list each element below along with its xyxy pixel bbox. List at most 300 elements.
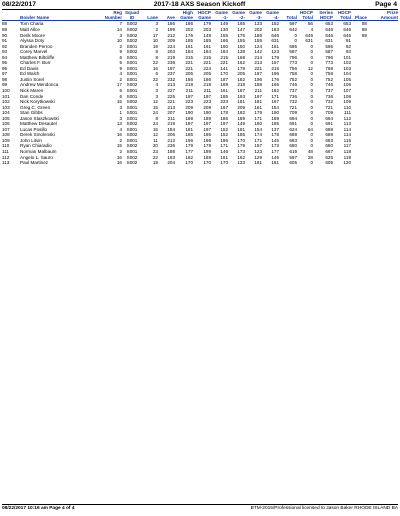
hdcp-grand-total-cell: 115 xyxy=(343,137,351,143)
series-hdcp-cell: 768 xyxy=(325,65,333,71)
hdcp-grand-total-cell: 119 xyxy=(343,154,351,160)
reg-number-cell: 9 xyxy=(119,49,122,55)
total-cell: 746 xyxy=(289,82,297,88)
squad-id-cell: S002 xyxy=(126,38,138,44)
average-cell: 227 xyxy=(167,87,175,93)
average-cell: 232 xyxy=(167,76,175,82)
game-3-cell: 197 xyxy=(254,93,262,99)
total-cell: 605 xyxy=(289,160,297,166)
total-cell: 619 xyxy=(289,148,297,154)
game-1-cell: 161 xyxy=(220,87,228,93)
column-header-hdcp-total-final: Total xyxy=(333,15,351,21)
game-2-cell: 189 xyxy=(237,115,245,121)
bowler-name-cell: Ed Davis xyxy=(20,65,39,71)
hdcp-total-cell: 0 xyxy=(310,121,313,127)
lane-cell: 24 xyxy=(152,121,158,127)
hdcp-total-cell: 28 xyxy=(307,154,313,160)
total-cell: 736 xyxy=(289,93,297,99)
game-1-cell: 155 xyxy=(220,32,228,38)
game-3-cell: 196 xyxy=(254,76,262,82)
game-1-cell: 130 xyxy=(220,26,228,32)
series-hdcp-cell: 667 xyxy=(325,148,333,154)
lane-cell: 12 xyxy=(152,132,158,138)
reg-number-cell: 5 xyxy=(119,60,122,66)
column-header-place: Place xyxy=(351,15,367,21)
row-number-cell: 90 xyxy=(2,32,8,38)
game-1-cell: 196 xyxy=(220,137,228,143)
column-header-ave: Ave xyxy=(158,15,175,21)
row-number-cell: 103 xyxy=(2,104,10,110)
series-hdcp-cell: 680 xyxy=(325,143,333,149)
average-cell: 213 xyxy=(167,137,175,143)
game-1-cell: 152 xyxy=(220,126,228,132)
lane-cell: 10 xyxy=(152,38,158,44)
lane-cell: 22 xyxy=(152,76,158,82)
total-cell: 756 xyxy=(289,65,297,71)
high-game-cell: 185 xyxy=(185,132,193,138)
game-4-cell: 196 xyxy=(271,71,279,77)
hdcp-game-cell: 179 xyxy=(203,21,211,27)
game-3-cell: 188 xyxy=(254,82,262,88)
series-hdcp-cell: 721 xyxy=(325,104,333,110)
hdcp-game-cell: 186 xyxy=(203,76,211,82)
hdcp-grand-total-cell: 108 xyxy=(343,93,351,99)
hdcp-game-cell: 189 xyxy=(203,115,211,121)
game-1-cell: 185 xyxy=(220,93,228,99)
column-header-prize-amount: Amount xyxy=(367,15,398,21)
column-header-top: Game xyxy=(266,10,279,15)
game-4-cell: 215 xyxy=(271,65,279,71)
hdcp-total-cell: 0 xyxy=(310,137,313,143)
hdcp-game-cell: 149 xyxy=(203,32,211,38)
game-3-cell: 124 xyxy=(254,43,262,49)
row-number-cell: 91 xyxy=(2,38,8,44)
bowler-name-cell: Lucas Posillo xyxy=(20,126,48,132)
game-4-cell: 189 xyxy=(271,115,279,121)
hdcp-game-cell: 185 xyxy=(203,38,211,44)
game-1-cell: 197 xyxy=(220,104,228,110)
squad-id-cell: S001 xyxy=(126,148,138,154)
hdcp-game-cell: 161 xyxy=(203,43,211,49)
game-3-cell: 214 xyxy=(254,54,262,60)
bowler-name-cell: Matthew Biltcliffe xyxy=(20,54,55,60)
column-header-hdcp-game: Game xyxy=(193,15,211,21)
game-4-cell: 176 xyxy=(271,76,279,82)
game-4-cell: 154 xyxy=(271,104,279,110)
game-3-cell: 213 xyxy=(254,60,262,66)
column-header-high-game: Game xyxy=(175,15,193,21)
series-hdcp-cell: 773 xyxy=(325,60,333,66)
row-number-cell: 112 xyxy=(2,154,10,160)
bowler-name-cell: Dan Conde xyxy=(20,93,44,99)
lane-cell: 16 xyxy=(152,65,158,71)
hdcp-game-cell: 184 xyxy=(203,49,211,55)
total-cell: 691 xyxy=(289,121,297,127)
series-hdcp-cell: 587 xyxy=(325,49,333,55)
hdcp-grand-total-cell: 120 xyxy=(343,160,351,166)
hdcp-total-cell: 0 xyxy=(310,93,313,99)
game-3-cell: 181 xyxy=(254,160,262,166)
game-2-cell: 182 xyxy=(237,110,245,116)
lane-cell: 22 xyxy=(152,154,158,160)
lane-cell: 3 xyxy=(155,87,158,93)
total-cell: 689 xyxy=(289,132,297,138)
hdcp-game-cell: 218 xyxy=(203,82,211,88)
game-2-cell: 155 xyxy=(237,38,245,44)
standings-table xyxy=(2,10,398,166)
game-4-cell: 123 xyxy=(271,49,279,55)
row-number-cell: 106 xyxy=(2,121,10,127)
squad-id-cell: S001 xyxy=(126,60,138,66)
average-cell: 224 xyxy=(167,43,175,49)
hdcp-game-cell: 190 xyxy=(203,110,211,116)
reg-number-cell: 16 xyxy=(116,132,122,138)
high-game-cell: 223 xyxy=(185,99,193,105)
lane-cell: 4 xyxy=(155,82,158,88)
hdcp-total-cell: 12 xyxy=(307,65,313,71)
squad-id-cell: S001 xyxy=(126,43,138,49)
hdcp-total-cell: 0 xyxy=(310,110,313,116)
hdcp-game-cell: 185 xyxy=(203,132,211,138)
hdcp-game-cell: 205 xyxy=(203,71,211,77)
game-4-cell: 152 xyxy=(271,21,279,27)
total-cell: 595 xyxy=(289,43,297,49)
game-1-cell: 223 xyxy=(220,99,228,105)
squad-id-cell: S001 xyxy=(126,137,138,143)
hdcp-total-cell: 64 xyxy=(307,126,313,132)
lane-cell: 2 xyxy=(155,26,158,32)
hdcp-grand-total-cell: 103 xyxy=(343,65,351,71)
game-4-cell: 167 xyxy=(271,99,279,105)
game-2-cell: 176 xyxy=(237,32,245,38)
hdcp-game-cell: 189 xyxy=(203,148,211,154)
page-number: Page 4 xyxy=(375,1,397,8)
bowler-name-cell: Ryan Chiaradio xyxy=(20,143,52,149)
hdcp-game-cell: 170 xyxy=(203,160,211,166)
game-2-cell: 182 xyxy=(237,76,245,82)
squad-id-cell: S001 xyxy=(126,104,138,110)
lane-cell: 23 xyxy=(152,148,158,154)
average-cell: 206 xyxy=(167,132,175,138)
lane-cell: 3 xyxy=(155,21,158,27)
column-header-game-2: -2- xyxy=(228,15,245,21)
game-2-cell: 138 xyxy=(237,49,245,55)
hdcp-game-cell: 197 xyxy=(203,93,211,99)
game-4-cell: 163 xyxy=(271,26,279,32)
hdcp-total-cell: 0 xyxy=(310,160,313,166)
row-number-cell: 97 xyxy=(2,71,8,77)
total-cell: 694 xyxy=(289,115,297,121)
row-number-cell: 93 xyxy=(2,49,8,55)
game-2-cell: 162 xyxy=(237,60,245,66)
hdcp-total-cell: 631 xyxy=(305,38,313,44)
total-cell: 587 xyxy=(289,49,297,55)
squad-id-cell: S001 xyxy=(126,71,138,77)
squad-id-cell: S002 xyxy=(126,32,138,38)
reg-number-cell: 2 xyxy=(119,76,122,82)
hdcp-total-cell: 0 xyxy=(310,76,313,82)
print-timestamp: 08/22/2017 10:16 am Page 4 of 4 xyxy=(2,506,75,511)
series-hdcp-cell: 752 xyxy=(325,76,333,82)
lane-cell: 8 xyxy=(155,54,158,60)
hdcp-total-cell: 0 xyxy=(310,71,313,77)
total-cell: 0 xyxy=(294,32,297,38)
total-cell: 758 xyxy=(289,71,297,77)
game-2-cell: 205 xyxy=(237,71,245,77)
reg-number-cell: 14 xyxy=(116,26,122,32)
hdcp-total-cell: 0 xyxy=(310,99,313,105)
average-cell: 236 xyxy=(167,60,175,66)
place-cell: 89 xyxy=(361,26,367,32)
lane-cell: 19 xyxy=(152,160,158,166)
series-hdcp-cell: 694 xyxy=(325,115,333,121)
game-3-cell: 129 xyxy=(254,154,262,160)
average-cell: 197 xyxy=(167,65,175,71)
total-cell: 624 xyxy=(289,126,297,132)
reg-number-cell: 16 xyxy=(116,160,122,166)
total-cell: 642 xyxy=(289,26,297,32)
game-4-cell: 182 xyxy=(271,87,279,93)
squad-id-cell: S002 xyxy=(126,26,138,32)
hdcp-grand-total-cell: 117 xyxy=(343,143,351,149)
game-2-cell: 181 xyxy=(237,126,245,132)
game-4-cell: 631 xyxy=(271,38,279,44)
total-cell: 683 xyxy=(289,137,297,143)
row-number-cell: 89 xyxy=(2,26,8,32)
game-3-cell: 179 xyxy=(254,110,262,116)
average-cell: 237 xyxy=(167,71,175,77)
average-cell: 236 xyxy=(167,143,175,149)
hdcp-grand-total-cell: 118 xyxy=(343,148,351,154)
hdcp-total-cell: 0 xyxy=(310,132,313,138)
bowler-name-cell: Justin Sorel xyxy=(20,76,45,82)
squad-id-cell: S002 xyxy=(126,160,138,166)
squad-id-cell: S002 xyxy=(126,49,138,55)
hdcp-grand-total-cell: 102 xyxy=(343,60,351,66)
bowler-name-cell: Jason Staszkowski xyxy=(20,115,59,121)
hdcp-grand-total-cell: 111 xyxy=(344,110,351,116)
bowler-name-cell: Alyssa Doty xyxy=(20,38,45,44)
report-title: 2017-18 AXS Season Kickoff xyxy=(153,1,246,8)
column-header-total: Total xyxy=(279,15,297,21)
hdcp-grand-total-cell: 113 xyxy=(343,121,351,127)
footer-rule xyxy=(2,504,398,505)
series-hdcp-cell: 625 xyxy=(325,154,333,160)
squad-id-cell: S002 xyxy=(126,143,138,149)
hdcp-game-cell: 179 xyxy=(203,143,211,149)
bowler-name-cell: Matt Allce xyxy=(20,26,40,32)
game-4-cell: 146 xyxy=(271,154,279,160)
column-header-game-3: -3- xyxy=(245,15,262,21)
game-2-cell: 149 xyxy=(237,121,245,127)
game-2-cell: 165 xyxy=(237,21,245,27)
reg-number-cell: 6 xyxy=(119,54,122,60)
column-header-top: Prize xyxy=(387,10,398,15)
hdcp-total-cell: 56 xyxy=(307,21,313,27)
squad-id-cell: S002 xyxy=(126,132,138,138)
game-4-cell: 145 xyxy=(271,137,279,143)
high-game-cell: 221 xyxy=(185,60,193,66)
squad-id-cell: S001 xyxy=(126,87,138,93)
hdcp-total-cell: 0 xyxy=(310,54,313,60)
hdcp-grand-total-cell: 114 xyxy=(343,132,351,138)
lane-cell: 20 xyxy=(152,143,158,149)
total-cell: 680 xyxy=(289,143,297,149)
hdcp-total-cell: 0 xyxy=(310,60,313,66)
series-hdcp-cell: 691 xyxy=(325,121,333,127)
column-header-lane: Lane xyxy=(142,15,158,21)
series-hdcp-cell: 746 xyxy=(325,82,333,88)
game-3-cell: 202 xyxy=(254,26,262,32)
bowler-name-cell: Corey Marvel xyxy=(20,49,48,55)
game-2-cell: 133 xyxy=(237,160,245,166)
game-2-cell: 179 xyxy=(237,65,245,71)
row-number-cell: 111 xyxy=(2,148,9,154)
game-4-cell: 161 xyxy=(271,43,279,49)
lane-cell: 8 xyxy=(155,115,158,121)
column-header-top: Squad xyxy=(124,10,140,15)
series-hdcp-cell: 689 xyxy=(325,132,333,138)
high-game-cell: 209 xyxy=(185,104,193,110)
game-3-cell: 160 xyxy=(254,121,262,127)
squad-id-cell: S002 xyxy=(126,121,138,127)
game-3-cell: 221 xyxy=(254,65,262,71)
series-hdcp-cell: 646 xyxy=(325,26,333,32)
bowler-name-cell: Derik Moore xyxy=(20,32,46,38)
bowler-name-cell: Angelo L. Sauro xyxy=(20,154,53,160)
hdcp-grand-total-cell: 109 xyxy=(343,99,351,105)
hdcp-grand-total-cell: 646 xyxy=(343,26,351,32)
game-1-cell: 160 xyxy=(220,43,228,49)
squad-id-cell: S002 xyxy=(126,82,138,88)
hdcp-total-cell: 0 xyxy=(310,104,313,110)
series-hdcp-cell: 737 xyxy=(325,87,333,93)
column-header-series-hdcp: HDCP xyxy=(313,15,333,21)
column-header-top: Series xyxy=(319,10,333,15)
place-cell: 89 xyxy=(361,32,367,38)
series-hdcp-cell: 683 xyxy=(325,137,333,143)
reg-number-cell: 15 xyxy=(116,143,122,149)
game-1-cell: 171 xyxy=(220,143,228,149)
high-game-cell: 185 xyxy=(185,38,193,44)
hdcp-game-cell: 215 xyxy=(203,54,211,60)
row-number-cell: 99 xyxy=(2,82,8,88)
average-cell: 212 xyxy=(167,32,175,38)
squad-id-cell: S001 xyxy=(126,76,138,82)
column-header-bowler-name: Bowler Name xyxy=(20,15,96,21)
game-2-cell: 181 xyxy=(237,99,245,105)
game-2-cell: 162 xyxy=(237,154,245,160)
squad-id-cell: S001 xyxy=(126,126,138,132)
bowler-name-cell: John Litvin xyxy=(20,137,42,143)
row-number-cell: 102 xyxy=(2,99,10,105)
total-cell: 597 xyxy=(289,21,297,27)
hdcp-game-cell: 203 xyxy=(203,26,211,32)
high-game-cell: 202 xyxy=(185,26,193,32)
lane-cell: 6 xyxy=(155,71,158,77)
hdcp-game-cell: 169 xyxy=(203,154,211,160)
bowler-name-cell: Nick Korytkowski xyxy=(20,99,55,105)
game-4-cell: 157 xyxy=(271,60,279,66)
column-header-top: Game xyxy=(215,10,228,15)
game-4-cell: 178 xyxy=(271,132,279,138)
game-1-cell: 152 xyxy=(220,132,228,138)
game-2-cell: 193 xyxy=(237,93,245,99)
game-3-cell: 171 xyxy=(254,137,262,143)
game-1-cell: 215 xyxy=(220,54,228,60)
total-cell: 709 xyxy=(289,110,297,116)
game-3-cell: 187 xyxy=(254,71,262,77)
high-game-cell: 170 xyxy=(185,160,193,166)
column-header-top: HDCP xyxy=(299,10,313,15)
row-number-cell: 94 xyxy=(2,54,8,60)
average-cell: 213 xyxy=(167,82,175,88)
high-game-cell: 205 xyxy=(185,71,193,77)
game-2-cell: 170 xyxy=(237,137,245,143)
high-game-cell: 189 xyxy=(185,115,193,121)
bowler-name-cell: Derek Smolenski xyxy=(20,132,55,138)
high-game-cell: 215 xyxy=(185,54,193,60)
series-hdcp-cell: 595 xyxy=(325,43,333,49)
high-game-cell: 211 xyxy=(185,87,193,93)
hdcp-grand-total-cell: 112 xyxy=(343,115,351,121)
series-hdcp-cell: 709 xyxy=(325,110,333,116)
average-cell: 209 xyxy=(167,38,175,44)
reg-number-cell: 10 xyxy=(116,38,122,44)
game-1-cell: 186 xyxy=(220,115,228,121)
lane-cell: 12 xyxy=(152,99,158,105)
reg-number-cell: 3 xyxy=(119,115,122,121)
lane-cell: 11 xyxy=(153,137,158,143)
high-game-cell: 162 xyxy=(185,154,193,160)
hdcp-total-cell: 48 xyxy=(307,148,313,154)
high-game-cell: 196 xyxy=(185,137,193,143)
squad-id-cell: S002 xyxy=(126,99,138,105)
row-number-cell: 110 xyxy=(2,143,10,149)
column-header-top: Reg xyxy=(113,10,122,15)
game-4-cell: 166 xyxy=(271,82,279,88)
game-2-cell: 147 xyxy=(237,26,245,32)
series-hdcp-cell: 653 xyxy=(325,21,333,27)
reg-number-cell: 3 xyxy=(119,32,122,38)
row-number-cell: 100 xyxy=(2,87,10,93)
reg-number-cell: 3 xyxy=(119,104,122,110)
bowler-name-cell: Charles F. Burr xyxy=(20,60,51,66)
bowler-name-cell: Paul Martinez xyxy=(20,160,49,166)
bowler-name-cell: Matthew Desautel xyxy=(20,121,57,127)
game-4-cell: 179 xyxy=(271,54,279,60)
reg-number-cell: 2 xyxy=(119,148,122,154)
average-cell: 188 xyxy=(167,148,175,154)
reg-number-cell: 2 xyxy=(119,137,122,143)
bowler-name-cell: Norman Malbaum xyxy=(20,148,57,154)
high-game-cell: 179 xyxy=(185,143,193,149)
game-1-cell: 221 xyxy=(220,60,228,66)
row-number-cell: 109 xyxy=(2,137,10,143)
game-1-cell: 178 xyxy=(220,110,228,116)
hdcp-grand-total-cell: 110 xyxy=(343,104,351,110)
hdcp-total-cell: 0 xyxy=(310,43,313,49)
reg-number-cell: 1 xyxy=(119,110,122,116)
reg-number-cell: 16 xyxy=(116,154,122,160)
reg-number-cell: 4 xyxy=(119,71,122,77)
reg-number-cell: 17 xyxy=(116,82,122,88)
reg-number-cell: 13 xyxy=(116,121,122,127)
game-2-cell: 150 xyxy=(237,43,245,49)
reg-number-cell: 2 xyxy=(119,43,122,49)
squad-id-cell: S001 xyxy=(126,115,138,121)
hdcp-grand-total-cell: 92 xyxy=(345,43,351,49)
